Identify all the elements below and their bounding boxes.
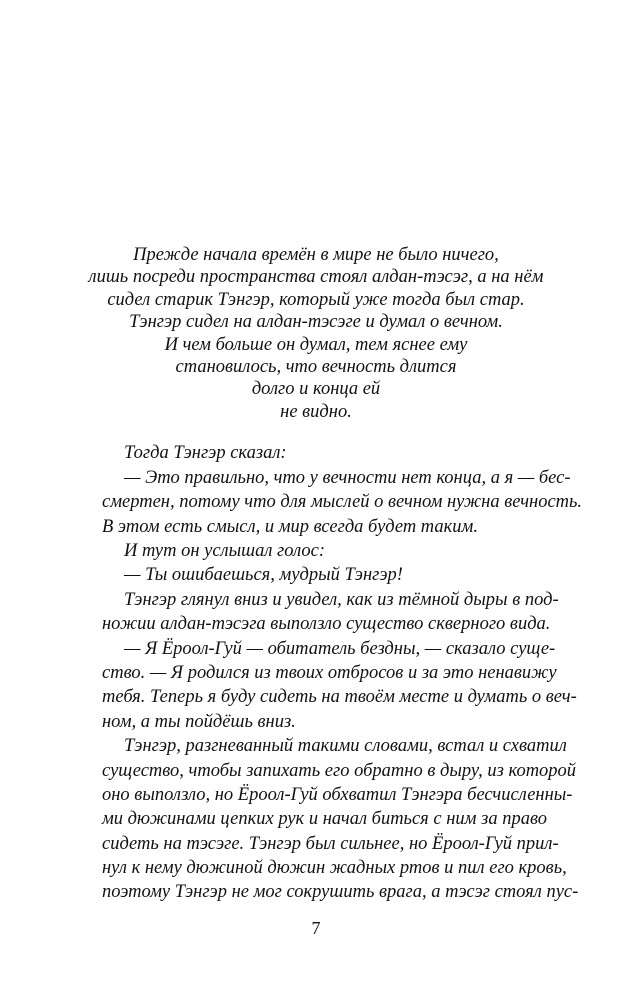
- body-line: ном, а ты пойдёшь вниз.: [102, 712, 296, 732]
- body-line: смертен, потому что для мыслей о вечном нужна вечность.: [102, 492, 583, 512]
- epigraph-line: долго и конца ей: [251, 379, 381, 400]
- page-number: 7: [311, 918, 321, 938]
- body-line: — Это правильно, что у вечности нет конца, а я — бес-: [124, 468, 571, 488]
- body-line: И тут он услышал голос:: [124, 541, 325, 561]
- body-line: — Я Ёроол-Гуй — обитатель бездны, — сказало суще-: [124, 639, 556, 659]
- body-line: В этом есть смысл, и мир всегда будет таким.: [102, 517, 478, 537]
- body-line: Тэнгэр, разгневанный такими словами, встал и схватил: [124, 736, 567, 756]
- epigraph-line: Тэнгэр сидел на алдан-тэсэге и думал о вечном.: [129, 312, 503, 333]
- body-line: Тэнгэр глянул вниз и увидел, как из тёмной дыры в под-: [124, 590, 559, 610]
- body-line: тебя. Теперь я буду сидеть на твоём месте и думать о веч-: [102, 687, 577, 707]
- epigraph-line: лишь посреди пространства стоял алдан-тэсэг, а на нём: [88, 267, 544, 288]
- epigraph-line: Прежде начала времён в мире не было ничего,: [133, 245, 499, 265]
- body-line: существо, чтобы запихать его обратно в дыру, из которой: [102, 761, 577, 781]
- epigraph-line: не видно.: [280, 401, 352, 422]
- body-line: ножии алдан-тэсэга выползло существо скверного вида.: [102, 614, 551, 634]
- body-line: ство. — Я родился из твоих отбросов и за это ненавижу: [102, 663, 557, 683]
- body-line: Тогда Тэнгэр сказал:: [124, 443, 287, 463]
- body-line: сидеть на тэсэге. Тэнгэр был сильнее, но Ёроол-Гуй прил-: [102, 834, 559, 854]
- epigraph-line: И чем больше он думал, тем яснее ему: [164, 334, 468, 355]
- body-line: поэтому Тэнгэр не мог сокрушить врага, а тэсэг стоял пус-: [102, 882, 579, 902]
- epigraph-line: становилось, что вечность длится: [175, 357, 457, 378]
- body-line: — Ты ошибаешься, мудрый Тэнгэр!: [124, 565, 403, 585]
- body-line: оно выползло, но Ёроол-Гуй обхватил Тэнгэра бесчисленны-: [102, 785, 573, 805]
- body-line: нул к нему дюжиной дюжин жадных ртов и пил его кровь,: [102, 858, 567, 878]
- epigraph-line: сидел старик Тэнгэр, который уже тогда был стар.: [107, 289, 525, 310]
- body-line: ми дюжинами цепких рук и начал биться с ним за право: [102, 809, 547, 829]
